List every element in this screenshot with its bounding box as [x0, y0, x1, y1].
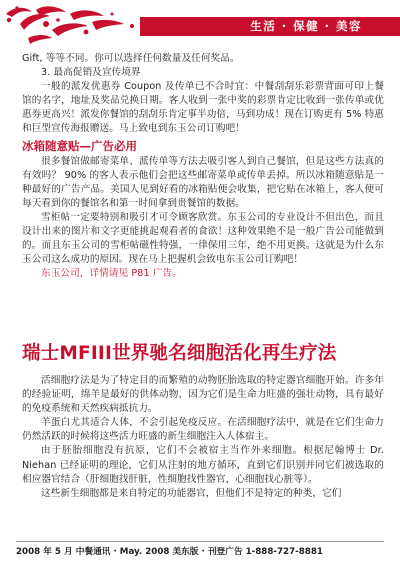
paragraph: 这些新生细胞都是来自特定的功能器官，但他们不是特定的种类，它们	[41, 487, 342, 499]
floral-ornament-icon	[0, 0, 150, 50]
list-item: 3. 最高促销及宣传境界	[41, 67, 141, 79]
page-header	[0, 0, 400, 50]
article-title: 瑞士MFIII世界驰名细胞活化再生疗法	[22, 343, 337, 364]
section-label: 生活 · 保健 · 美容	[250, 19, 362, 33]
paragraph: 由于胚胎细胞没有抗原，它们不会被宿主当作外来细胞。根据尼翰博士 Dr. Niehan 已经证明的理论，它们从注射的地方循环，直到它们识别并同它们被选取的相应器官结合（肝细胞找肝脏，性细胞找性器官，心细胞找心脏等）。	[22, 445, 384, 485]
paragraph: 一般的派发优惠券 Coupon 及传单已不合时宜：中餐刮刮乐彩票背面可印上餐馆的名字，地址及奖品兑换日期。客人收到一张中奖的彩票肯定比收到一张传单或优惠券更高兴！派发你餐馆的刮刮乐肯定事半功倍，马到功成！现在订购更有 5% 特惠和巨型宣传海报赠送。马上致电到东玉公司订购吧！	[22, 81, 384, 135]
paragraph: 活细胞疗法是为了特定目的而繁殖的动物胚胎选取的特定器官细胞开始。许多年的经验证明，绵羊是最好的供体动物，因为它们是生命力旺盛的强壮动物，具有最好的免疫系统和天然疾病抵抗力。	[22, 375, 384, 415]
article-fridge-magnet	[22, 52, 384, 281]
article-cell-therapy	[22, 343, 384, 501]
section-subheading: 冰箱随意贴—广告必用	[22, 138, 137, 153]
contact-note: 东玉公司，详情请见 P81 广告。	[41, 268, 182, 280]
footer-divider	[16, 541, 384, 542]
page-footer: 2008 年 5 月 中餐通讯 · May. 2008 美东版 · 刊登广告 1-888-727-8881	[16, 547, 323, 557]
paragraph: 羊蛋白尤其适合人体，不会引起免疫反应。在活细胞疗法中，就是在它们生命力仍然活跃的时候将这些活力旺盛的新生细胞注入人体宿主。	[22, 417, 384, 443]
paragraph: 很多餐馆做邮寄菜单、派传单等方法去吸引客人到自己餐馆，但是这些方法真的有效吗？ 90% 的客人表示他们会把这些邮寄菜单或传单丢掉。所以冰箱随意贴是一种最好的广告产品。美国人见到好看的冰箱贴便会收集，把它贴在冰箱上，客人便可每天看到你的餐馆名和第一时间拿到贵餐馆的数据。	[22, 155, 384, 209]
paragraph: 雪柜帖一定要特别和吸引才可令顾客欣赏。东玉公司的专业设计不但出色，而且设计出来的图片和文字更能挑起观看者的食欲！这种效果绝不是一般广告公司能做到的。而且东玉公司的雪柜帖磁性特强，一律保用三年，绝不用更换。这就是为什么东玉公司这么成功的原因。现在马上把握机会致电东玉公司订购吧！	[22, 211, 384, 266]
paragraph: Gift, 等等不同。你可以选择任何数量及任何奖品。	[22, 53, 240, 64]
